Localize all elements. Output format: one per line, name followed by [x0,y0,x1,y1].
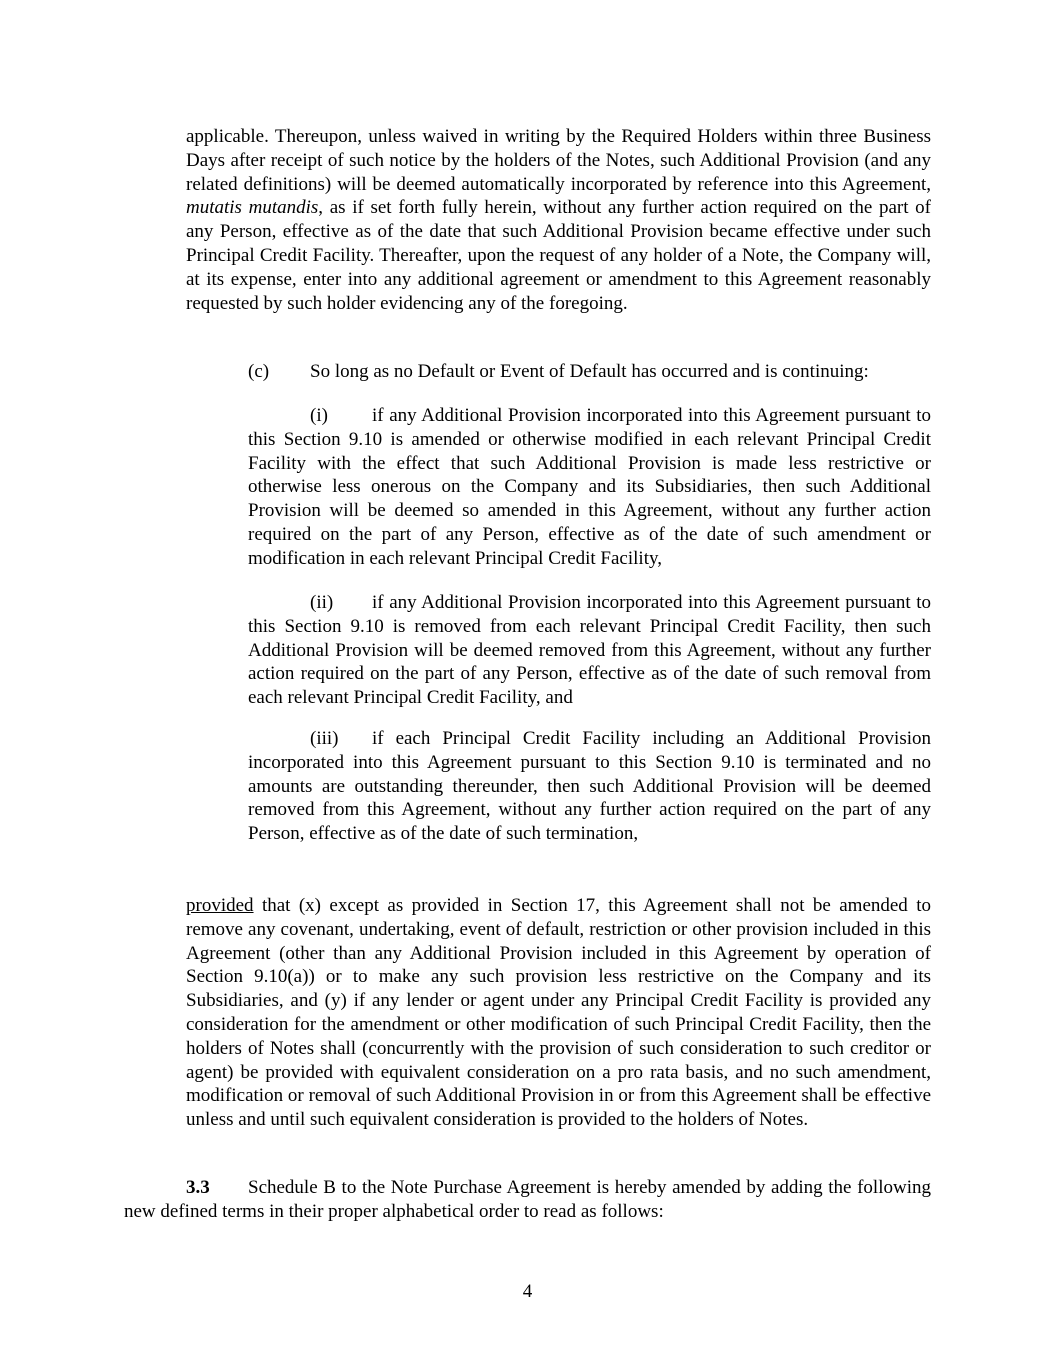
proviso-underlined-term: provided [186,895,254,916]
section-3-3-label: 3.3 [186,1177,210,1198]
intro-paragraph [186,125,931,315]
proviso-paragraph [186,894,931,1132]
intro-text-part1: applicable. Thereupon, unless waived in writing by the Required Holders within three Business Days after receipt of such notice by the holders of the Notes, such Additional Provision (and any related definitions) will be deemed automatically incorporated by reference into this Agreement, [186,126,931,195]
section-3-3-text: Schedule B to the Note Purchase Agreement is hereby amended by adding the following new defined terms in their proper alphabetical order to read as follows: [124,1177,931,1222]
subclause-i-label: (i) [310,405,328,426]
subclause-ii-paragraph [248,591,931,710]
intro-text-part2: , as if set forth fully herein, without any further action required on the part of any Person, effective as of the date that such Additional Provision became effective under such Principal Credit Facility. Thereafter, upon the request of any holder of a Note, the Company will, at its expense, enter into any additional agreement or amendment to this Agreement reasonably requested by such holder evidencing any of the foregoing. [186,197,931,314]
subclause-iii-text: if each Principal Credit Facility including an Additional Provision incorporated into this Agreement pursuant to this Section 9.10 is terminated and no amounts are outstanding thereunder, then such Additional Provision will be deemed removed from this Agreement, without any further action required on the part of any Person, effective as of the date of such termination, [248,728,931,845]
subclause-i-paragraph [248,404,931,571]
subclause-iii-paragraph [248,727,931,846]
section-3-3-paragraph [124,1176,931,1224]
subclause-ii-label: (ii) [310,592,334,613]
subclause-ii-text: if any Additional Provision incorporated into this Agreement pursuant to this Section 9.10 is removed from each relevant Principal Credit Facility, then such Additional Provision will be deemed removed from this Agreement, without any further action required on the part of any Person, effective as of the date of such removal from each relevant Principal Credit Facility, and [248,592,931,709]
subclause-iii-label: (iii) [310,728,339,749]
clause-c-text: So long as no Default or Event of Default has occurred and is continuing: [310,361,869,382]
page-number: 4 [522,1281,533,1302]
proviso-text: that (x) except as provided in Section 17, this Agreement shall not be amended to remove any covenant, undertaking, event of default, restriction or other provision included in this Agreement (other than any Additional Provision included in this Agreement by operation of Section 9.10(a)) or to make any such provision less restrictive on the Company and its Subsidiaries, and (y) if any lender or agent under any Principal Credit Facility is provided any consideration for the amendment or other modification of such Principal Credit Facility, then the holders of Notes shall (concurrently with the provision of such consideration to such creditor or agent) be provided with equivalent consideration on a pro rata basis, and no such amendment, modification or removal of such Additional Provision in or from this Agreement shall be effective unless and until such equivalent consideration is provided to the holders of Notes. [186,895,931,1131]
subclause-i-text: if any Additional Provision incorporated into this Agreement pursuant to this Section 9.10 is amended or otherwise modified in each relevant Principal Credit Facility with the effect that such Additional Provision is made less restrictive or otherwise less onerous on the Company and its Subsidiaries, then such Additional Provision will be deemed so amended in this Agreement, without any further action required on the part of any Person, effective as of the date of such amendment or modification in each relevant Principal Credit Facility, [248,405,931,569]
intro-italic-term: mutatis mutandis [186,197,319,219]
clause-c-label: (c) [248,361,270,382]
clause-c-paragraph [248,360,931,384]
